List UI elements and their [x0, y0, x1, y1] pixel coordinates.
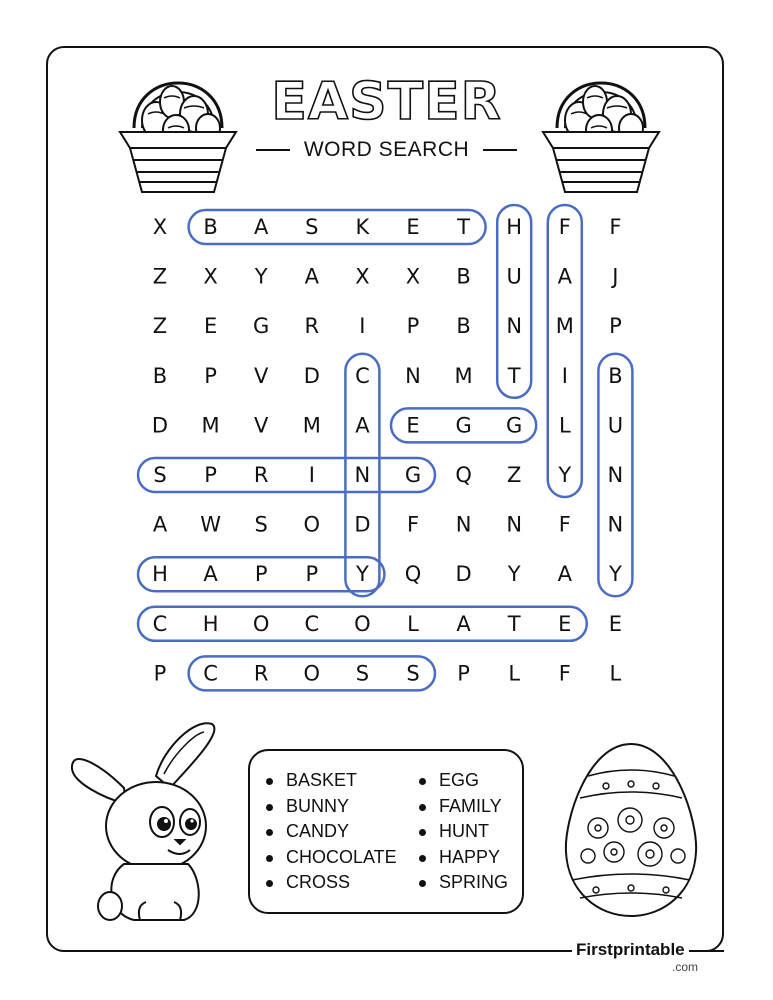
grid-letter: Q [404, 562, 422, 587]
grid-letter: L [508, 661, 521, 686]
grid-letter: E [406, 215, 420, 239]
brand-name: Firstprintable [572, 940, 689, 960]
grid-letter: L [558, 413, 571, 438]
grid-letter: V [254, 363, 269, 388]
grid-letter: C [152, 611, 168, 636]
brand-suffix: .com [672, 960, 699, 974]
grid-letter: T [507, 363, 521, 388]
highlight-family [548, 205, 582, 497]
grid-letter: A [203, 562, 218, 587]
grid-letter: D [151, 413, 169, 438]
brand-divider [702, 950, 724, 952]
grid-letter: H [506, 215, 523, 239]
grid-letter: I [561, 363, 568, 388]
grid-letter: G [404, 463, 422, 487]
grid-letter: G [253, 314, 270, 339]
grid-letter: P [305, 562, 319, 587]
grid-letter: R [253, 661, 269, 686]
grid-letter: I [359, 314, 366, 339]
grid-letter: L [609, 661, 622, 686]
grid-letter: N [607, 463, 624, 487]
grid-letter: B [456, 314, 471, 339]
grid-letter: B [608, 363, 623, 388]
page-title: EASTER [271, 72, 502, 132]
grid-letter: Z [507, 463, 522, 487]
grid-letter: B [203, 215, 218, 239]
grid-letter: O [252, 611, 270, 636]
grid-letter: C [355, 363, 370, 388]
grid-letter: A [254, 215, 269, 239]
grid-letter: F [406, 512, 420, 537]
grid-letter: Y [355, 562, 369, 587]
word-list-item: FAMILY [439, 795, 502, 816]
grid-letter: Y [254, 264, 268, 289]
bunny-icon [64, 718, 224, 928]
grid-letter: P [406, 314, 420, 339]
grid-letter: B [456, 264, 471, 289]
grid-letter: A [557, 562, 572, 587]
grid-letter: N [455, 512, 472, 537]
word-list-item: EGG [439, 770, 480, 790]
grid-letter: V [254, 413, 269, 438]
grid-letter: C [203, 661, 218, 686]
grid-letter: N [354, 463, 371, 487]
grid-letter: H [202, 611, 219, 636]
grid-letter: H [152, 562, 168, 587]
grid-letter: O [303, 661, 321, 686]
grid-letter: D [303, 363, 320, 388]
grid-letter: Y [608, 562, 622, 587]
grid-letter: Q [455, 463, 472, 487]
grid-letter: N [506, 314, 523, 339]
grid-letter: S [406, 661, 420, 686]
grid-letter: P [204, 463, 217, 487]
word-list-item: BASKET [286, 770, 358, 790]
grid-letter: A [304, 264, 319, 289]
grid-letter: U [506, 264, 522, 289]
grid-letter: E [406, 413, 420, 438]
word-list-item: SPRING [439, 872, 509, 892]
grid-letter: P [609, 314, 622, 339]
grid-letter: M [555, 314, 574, 339]
grid-letter: E [608, 611, 623, 636]
word-list-item: HAPPY [439, 846, 501, 867]
grid-letter: T [457, 215, 471, 239]
grid-letter: K [355, 215, 370, 239]
word-list-item: BUNNY [286, 795, 350, 816]
grid-letter: P [204, 363, 217, 388]
grid-letter: F [609, 215, 622, 239]
grid-letter: E [203, 314, 218, 339]
grid-letter: D [354, 512, 371, 537]
grid-letter: G [506, 413, 523, 438]
grid-letter: F [558, 512, 571, 537]
grid-letter: I [308, 463, 315, 487]
grid-letter: N [506, 512, 523, 537]
grid-letter: Z [152, 314, 168, 339]
grid-letter: O [354, 611, 371, 636]
decorated-egg-icon [558, 740, 704, 920]
grid-letter: M [454, 363, 473, 388]
grid-letter: S [153, 463, 167, 487]
grid-letter: A [355, 413, 370, 438]
grid-letter: S [305, 215, 319, 239]
word-list-item: CROSS [286, 872, 351, 892]
page-subtitle: WORD SEARCH [303, 138, 470, 161]
word-list-item: HUNT [439, 821, 489, 841]
grid-letter: O [303, 512, 321, 537]
grid-letter: E [558, 611, 572, 636]
grid-letter: J [612, 264, 619, 289]
grid-letter: D [455, 562, 472, 587]
grid-letter: R [253, 463, 269, 487]
word-list-item: CHOCOLATE [286, 846, 397, 867]
grid-letter: Y [507, 562, 521, 587]
grid-letter: A [152, 512, 168, 537]
grid-letter: Z [152, 264, 168, 289]
highlight-spring [138, 458, 435, 492]
grid-letter: P [254, 562, 268, 587]
grid-letter: S [355, 661, 370, 686]
grid-letter: X [152, 215, 168, 239]
grid-letter: W [200, 512, 221, 537]
grid-letter: X [203, 264, 218, 289]
grid-letter: X [355, 264, 370, 289]
grid-letter: M [302, 413, 321, 438]
grid-letter: B [152, 363, 168, 388]
highlight-basket [189, 210, 486, 244]
grid-letter: F [558, 661, 571, 686]
word-list-item: CANDY [286, 821, 350, 841]
grid-letter: P [457, 661, 470, 686]
grid-letter: A [456, 611, 471, 636]
grid-letter: N [607, 512, 624, 537]
grid-letter: F [558, 215, 571, 239]
grid-letter: M [201, 413, 220, 438]
grid-letter: R [304, 314, 320, 339]
grid-letter: X [405, 264, 421, 289]
grid-letter: N [405, 363, 421, 388]
grid-letter: L [407, 611, 419, 636]
grid-letter: U [607, 413, 624, 438]
grid-letter: G [455, 413, 472, 438]
grid-letter: S [254, 512, 268, 537]
grid-letter: P [153, 661, 167, 686]
grid-letter: A [557, 264, 572, 289]
grid-letter: Y [558, 463, 572, 487]
grid-letter: C [304, 611, 320, 636]
grid-letter: T [507, 611, 521, 636]
